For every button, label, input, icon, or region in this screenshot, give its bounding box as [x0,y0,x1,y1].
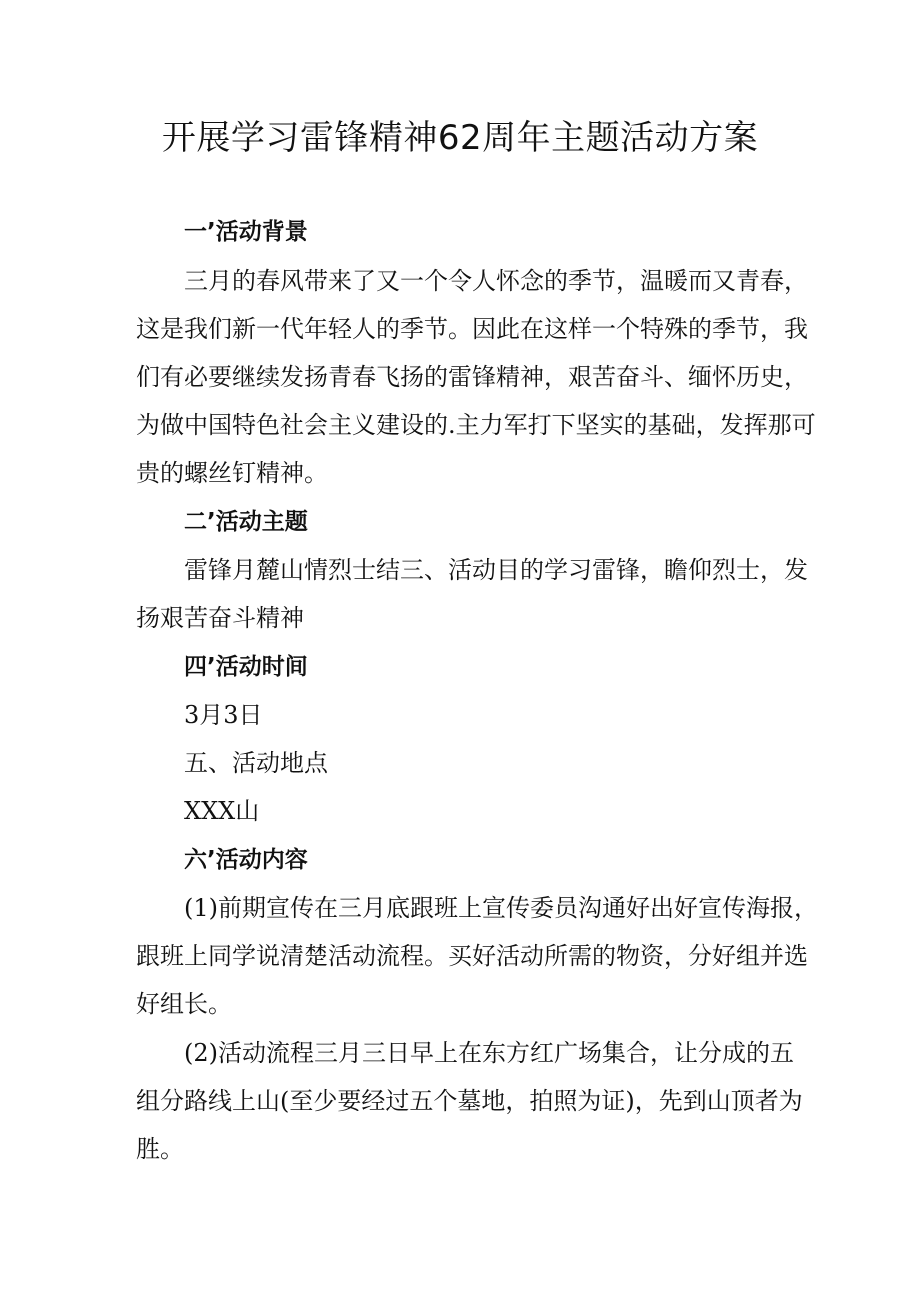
section-heading-content: 六’活动内容 [184,847,308,873]
content-item-line: 跟班上同学说清楚活动流程。买好活动所需的物资，分好组并选 [136,942,808,970]
section-heading-time: 四’活动时间 [184,654,308,680]
content-item-line: 胜。 [136,1135,184,1163]
content-item-line: (2)活动流程三月三日早上在东方红广场集合，让分成的五 [184,1039,794,1067]
section-heading-background: 一’活动背景 [184,219,308,245]
activity-location-value: XXX山 [184,797,260,825]
paragraph-line: 雷锋月麓山情烈士结三、活动目的学习雷锋，瞻仰烈士，发 [184,556,808,584]
paragraph-line: 贵的螺丝钉精神。 [136,459,328,487]
content-item-line: 组分路线上山(至少要经过五个墓地，拍照为证)，先到山顶者为 [136,1087,803,1115]
content-item-line: 好组长。 [136,990,232,1018]
paragraph-line: 为做中国特色社会主义建设的.主力军打下坚实的基础，发挥那可 [136,411,816,439]
section-heading-theme: 二’活动主题 [184,509,308,535]
activity-time-value: 3月3日 [184,701,263,729]
paragraph-line: 们有必要继续发扬青春飞扬的雷锋精神，艰苦奋斗、缅怀历史， [136,363,808,391]
document-title: 开展学习雷锋精神62周年主题活动方案 [161,118,759,158]
paragraph-line: 扬艰苦奋斗精神 [136,604,304,632]
paragraph-line: 这是我们新一代年轻人的季节。因此在这样一个特殊的季节，我 [136,315,808,343]
section-heading-location: 五、活动地点 [184,749,328,777]
paragraph-line: 三月的春风带来了又一个令人怀念的季节，温暖而又青春， [184,267,808,295]
content-item-line: (1)前期宣传在三月底跟班上宣传委员沟通好出好宣传海报， [184,894,818,922]
